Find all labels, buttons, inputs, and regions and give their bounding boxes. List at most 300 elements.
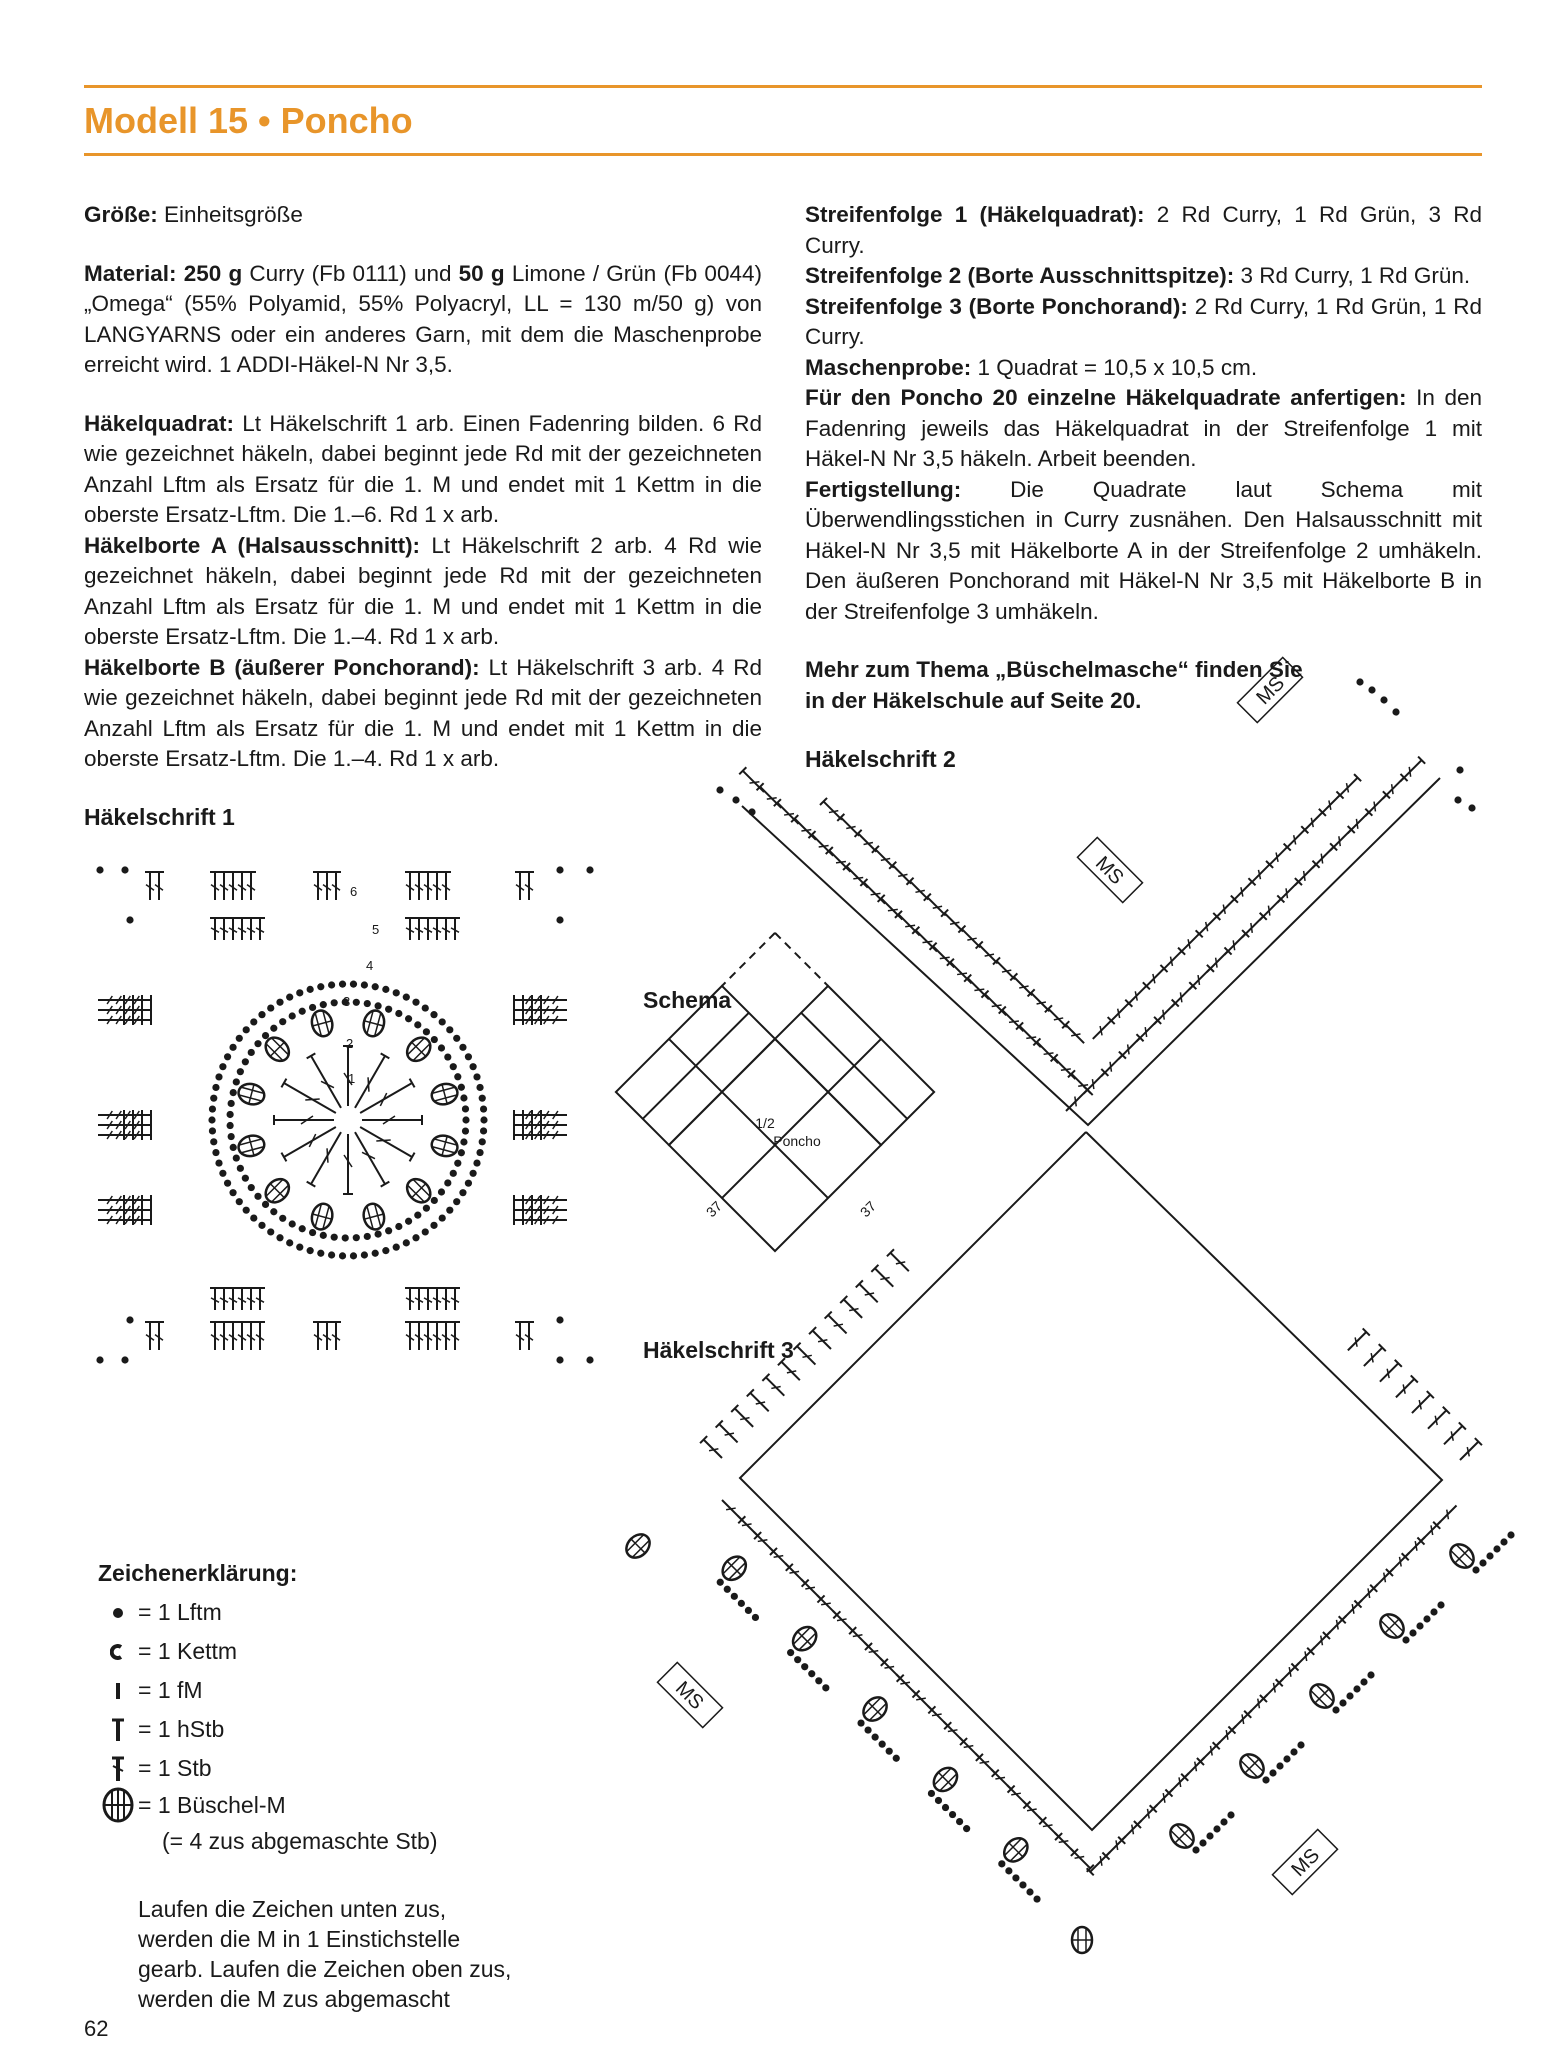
cluster-symbol [361,1201,387,1231]
chain-dot [1472,1566,1479,1573]
chain-dot [339,981,346,988]
stitch-stem [1304,812,1322,830]
chain-dot [822,1684,829,1691]
chain-dot [438,1188,445,1195]
stitch-symbol [1433,1502,1460,1529]
stitch-symbol [778,1358,803,1383]
chain-dot [243,1026,250,1033]
chain-dot [450,1063,457,1070]
chain-dot [270,1025,277,1032]
stitch-symbol [210,1322,220,1350]
chain-dot [254,1040,261,1047]
chart-3-label: Häkelschrift 3 [643,1337,794,1363]
stitch-symbol [145,1322,155,1350]
stitch-symbol [125,1130,151,1140]
chain-dot [1269,1769,1276,1776]
chain-dot [215,1159,222,1166]
gauge-label: Maschenprobe: [805,354,972,380]
cluster-bar [312,1214,331,1219]
stitch-stem [781,1362,799,1380]
chain-dot [724,1586,731,1593]
cluster-bar [249,1084,254,1103]
stitch-symbol [414,1288,424,1310]
chain-dot [382,1247,389,1254]
chain-dot [1507,1531,1514,1538]
stitch-symbol [281,1123,338,1162]
chain-dot [476,1084,483,1091]
chain-dot [210,1095,217,1102]
stitch-symbol [1336,774,1361,799]
chain-dot [267,1004,274,1011]
stitch-symbol [809,1327,834,1352]
legend-text: = 1 fM [138,1677,203,1703]
stitch-symbol [856,1280,881,1305]
legend-item [98,1671,438,1710]
chart-2-label: Häkelschrift 2 [805,746,956,772]
chain-dot [1346,1692,1353,1699]
chain-dot [317,1250,324,1257]
legend-item [98,1710,438,1749]
stitch-symbol [358,1123,415,1162]
chain-dot [801,1663,808,1670]
single-crochet-icon [98,1680,138,1702]
stitch-stem [1070,1848,1090,1868]
cluster-icon [98,1787,138,1823]
stitch-stem [875,1268,893,1286]
chain-dot [96,866,103,873]
chain-dot [1486,1552,1493,1559]
chain-dot [1019,1881,1026,1888]
cluster-bar [249,1136,254,1155]
stitch-symbol [237,872,247,900]
legend-note [138,1894,511,2014]
chain-dot [412,999,419,1006]
stitch-stem [910,881,928,899]
chain-dot [243,1207,250,1214]
chain-dot [385,1006,392,1013]
chain-dot [431,1036,438,1043]
stitch-stem [813,1331,831,1349]
chart-1-square-motif [96,866,593,1363]
stitch-symbol [228,872,238,900]
stitch-symbol [125,1110,151,1120]
chain-dot [732,796,739,803]
stitch-stem [1048,1009,1066,1027]
chain-dot [745,1607,752,1614]
chain-dot [956,1818,963,1825]
legend [98,1553,438,1861]
stitch-symbol [441,1288,451,1310]
stitch-bar [362,1148,375,1162]
stitch-stem [1437,1506,1457,1526]
finishing-label: Fertigstellung: [805,476,962,502]
chain-dot [208,1116,215,1123]
schema-dim-left: 37 [702,1197,726,1221]
chain-dot [96,1356,103,1363]
chain-dot [473,1159,480,1166]
cluster-symbol [718,1552,751,1585]
chain-dot [405,1015,412,1022]
stitch-stem [1460,1442,1478,1460]
stitch-stem [979,945,997,963]
stitch-symbol [210,918,220,940]
chain-dot [1360,1678,1367,1685]
chain-dot [454,1160,461,1167]
chart-2-stitches [716,678,1475,1114]
chain-dot [459,1189,466,1196]
stitch-stem [927,897,945,915]
border-b-text: Lt Häkelschrift 3 arb. 4 Rd wie gezeichnet häkeln, dabei beginnt jede Rd mit der gezeichneten Anzahl Lftm als Ersatz für die 1. M und endet mit 1 Kettm in die oberste Ersatz-Lftm. Die 1.–4. Rd 1 x arb. [84,654,762,771]
chain-dot [233,1154,240,1161]
legend-text: = 1 Lftm [138,1599,222,1625]
stitch-stem [1428,1410,1446,1428]
chain-dot [963,1825,970,1832]
material-text-2: Limone / Grün (Fb 0044) „Omega“ (55% Polyamid, 55% Polyacryl, LL = 130 m/50 g) von LANGYARNS oder ein anderes Garn, mit dem die Maschenprobe erreicht wird. 1 ADDI-Häkel-N Nr 3,5. [84,260,762,377]
stitch-symbol [362,1115,422,1125]
stitch-bar [321,1077,334,1091]
stitch-stem [890,1253,908,1271]
stitch-symbol [405,918,415,940]
chart-3-ms-label-left: MS [670,1677,708,1715]
stitch-symbol [1440,1422,1465,1447]
chain-dot [459,1044,466,1051]
cluster-symbol [622,1530,655,1563]
more-info-line-1: Mehr zum Thema „Büschelmasche“ finden Sie [805,657,1303,682]
chain-dot [121,866,128,873]
stitch-symbol [125,1215,151,1225]
cluster-symbol [788,1622,821,1655]
chain-dot [279,1018,286,1025]
chain-dot [431,1197,438,1204]
chart-2-ms-marker-top [1237,657,1302,722]
chain-dot [473,1073,480,1080]
chain-dot [212,1149,219,1156]
stitch-symbol [281,1079,338,1118]
stitch-stem [1031,993,1049,1011]
chain-dot [1456,766,1463,773]
stitch-symbol [423,1322,433,1350]
chain-dot [935,1797,942,1804]
stitch-bar [305,1134,319,1147]
chain-dot [1199,1839,1206,1846]
legend-item [98,1749,438,1788]
stitch-stem [1380,1363,1398,1381]
stitch-stem [1014,977,1032,995]
chain-dot [450,1170,457,1177]
chain-dot [405,1218,412,1225]
chain-dot [794,1656,801,1663]
stitch-symbol [423,918,433,940]
chain-dot [1416,1622,1423,1629]
stitch-symbol [246,1288,256,1310]
chain-dot [299,1008,306,1015]
chain-dot [331,999,338,1006]
stitch-stem [1364,1348,1382,1366]
chain-dot [279,1215,286,1222]
chain-dot [227,1122,234,1129]
page-title: Modell 15 • Poncho [84,100,413,141]
chain-dot [350,981,357,988]
stitch-symbol [432,1288,442,1310]
stitch-stem [704,1440,722,1458]
chain-dot [403,994,410,1001]
chain-dot [460,1094,467,1101]
chain-dot [1493,1545,1500,1552]
chain-dot [465,1053,472,1060]
chain-dot [229,1189,236,1196]
chart-3-ms-marker-left [657,1662,722,1727]
chart-1-outer-stitches [96,866,593,1363]
chain-dot [227,1111,234,1118]
cluster-symbol [309,1201,335,1231]
square-text: Lt Häkelschrift 1 arb. Einen Fadenring bilden. 6 Rd wie gezeichnet häkeln, dabei beginnt jede Rd mit der gezeichneten Anzahl Lftm als Ersatz für die 1. M und endet mit 1 Kettm in die oberste Ersatz-Lftm. Die 1.–6. Rd 1 x arb. [84,410,762,527]
stitch-symbol [1408,1391,1433,1416]
stitch-stem [858,833,876,851]
chart-3-ms-label-right: MS [1287,1844,1325,1882]
chain-dot [230,1089,237,1096]
chain-dot [928,1790,935,1797]
stitch-bar [376,1093,390,1106]
chart-3-outer-border [622,1132,1515,1953]
chain-dot [236,1035,243,1042]
chain-dot [250,1214,257,1221]
chain-dot [1380,696,1387,703]
stitch-stem [1396,1379,1414,1397]
chain-dot [209,1127,216,1134]
chain-dot [430,1222,437,1229]
chain-dot [224,1180,231,1187]
cluster-symbol [402,1174,435,1207]
chain-dot [462,1127,469,1134]
stitch-symbol [871,1265,896,1290]
stitch-symbol [840,1296,865,1321]
stripe-2-label: Streifenfolge 2 (Borte Ausschnittspitze): [805,263,1235,288]
chain-dot [556,1316,563,1323]
cluster-symbol [1166,1820,1199,1853]
more-info-line-2: in der Häkelschule auf Seite 20. [805,687,1142,713]
chart-2-neckline-border [716,678,1475,1125]
chain-dot [254,1193,261,1200]
chain-dot [237,1068,244,1075]
chain-dot [556,866,563,873]
stitch-bar [362,1077,375,1091]
chain-dot [242,1058,249,1065]
stitch-symbol [1397,757,1425,785]
stripe-2-text: 3 Rd Curry, 1 Rd Grün. [1234,263,1471,288]
slip-stitch-icon [98,1644,138,1660]
stitch-symbol [228,1322,238,1350]
cluster-bar [364,1021,383,1026]
cluster-symbol [309,1008,335,1038]
stitch-stem [945,913,963,931]
stitch-stem [1198,916,1216,934]
stitch-symbol [331,872,341,900]
chain-dot [412,1234,419,1241]
stitch-symbol [237,918,247,940]
chain-dot [1213,1825,1220,1832]
chain-dot [439,1018,446,1025]
chain-dot [212,1084,219,1091]
chain-dot [422,1228,429,1235]
chain-dot [270,1208,277,1215]
chain-dot [328,981,335,988]
stitch-stem [1110,1003,1128,1021]
chain-dot [395,1223,402,1230]
border-a-text: Lt Häkelschrift 2 arb. 4 Rd wie gezeichnet häkeln, dabei beginnt jede Rd mit der gezeichneten Anzahl Lftm als Ersatz für die 1. M und endet mit 1 Kettm in die oberste Ersatz-Lftm. Die 1.–4. Rd 1 x arb. [84,532,762,649]
chain-dot [403,1239,410,1246]
stitch-symbol [1376,1360,1401,1385]
stitch-symbol [515,1322,525,1350]
chain-dot [556,1356,563,1363]
stitch-stem [360,1083,412,1113]
chain-dot [395,1010,402,1017]
chain-dot [1368,686,1375,693]
chain-dot [1026,1888,1033,1895]
cluster-symbol [1446,1540,1479,1573]
stitch-symbol [1392,1375,1417,1400]
chain-dot [309,1229,316,1236]
stitch-symbol [414,872,424,900]
stitch-stem [1234,882,1252,900]
schema-neckline-dashed [775,933,828,986]
stitch-stem [735,1408,753,1426]
chart-3-stitches [700,1249,1482,1875]
chain-dot [470,1063,477,1070]
stitch-symbol [246,1322,256,1350]
stitch-bar [321,1148,334,1162]
chain-dot [1479,1559,1486,1566]
finishing-text: Die Quadrate laut Schema mit Überwendlingsstichen in Curry zusnähen. Den Halsausschnitt mit Häkel-N Nr 3,5 mit Häkelborte A in der Streifenfolge 2 umhäkeln. Den äußeren Ponchorand mit Häkel-N Nr 3,5 mit Häkelborte B in der Streifenfolge 3 umhäkeln. [805,476,1482,624]
chain-dot [1206,1832,1213,1839]
stitch-bar [305,1093,319,1106]
chain-dot [444,1053,451,1060]
chain-dot [886,1748,893,1755]
stitch-stem [1348,1332,1366,1350]
chain-dot [462,1116,469,1123]
chain-dot [219,1170,226,1177]
chain-dot [353,1234,360,1241]
stitch-stem [1444,1426,1462,1444]
stitch-symbol [825,1312,850,1337]
legend-item [98,1632,438,1671]
chain-dot [942,1804,949,1811]
stitch-symbol [432,872,442,900]
stitch-stem [284,1127,336,1157]
chain-dot [480,1116,487,1123]
size-text: Einheitsgröße [157,202,303,227]
stitch-stem [1071,1074,1092,1095]
chain-dot [893,1755,900,1762]
chain-dot [439,1214,446,1221]
stitch-symbol [125,1015,151,1025]
chain-dot [453,1198,460,1205]
stitch-bar [376,1134,390,1147]
stitch-symbol [255,1288,265,1310]
chain-dot [1423,1615,1430,1622]
make-squares-text: In den Fadenring jeweils das Häkelquadrat in der Streifenfolge 1 mit Häkel-N Nr 3,5 häkeln. Arbeit beenden. [805,385,1482,471]
legend-note-line: werden die M in 1 Einstichstelle [138,1926,461,1952]
chain-dot [286,994,293,1001]
chain-dot [364,1233,371,1240]
stitch-symbol [237,1322,247,1350]
chart-1-row-6: 6 [350,884,358,899]
stitch-symbol [716,1421,741,1446]
stitch-symbol [125,1205,151,1215]
chain-dot [444,1179,451,1186]
chain-dot [342,1234,349,1241]
chain-dot [446,1207,453,1214]
chain-dot [1297,1741,1304,1748]
cluster-bar [364,1214,383,1219]
chain-dot [879,1741,886,1748]
chain-dot [1353,1685,1360,1692]
chain-dot [460,1138,467,1145]
legend-note-line: Laufen die Zeichen unten zus, [138,1896,447,1922]
chain-dot [586,1356,593,1363]
chain-dot [320,1001,327,1008]
size-label: Größe: [84,202,158,227]
chain-dot [230,1144,237,1151]
chain-dot [1454,796,1461,803]
stitch-symbol [432,1322,442,1350]
chain-dot [121,1356,128,1363]
chain-dot [857,1719,864,1726]
cluster-bar [442,1136,447,1155]
stitch-symbol [246,872,256,900]
cluster-symbol [429,1133,459,1159]
stitch-symbol [762,1374,787,1399]
stitch-symbol [731,1405,756,1430]
gauge-text: 1 Quadrat = 10,5 x 10,5 cm. [971,354,1258,380]
chain-dot [1402,1636,1409,1643]
legend-note-line: gearb. Laufen die Zeichen oben zus, [138,1956,512,1982]
chain-dot [717,1579,724,1586]
chain-dot [949,1811,956,1818]
cluster-symbol [929,1763,962,1796]
cluster-symbol [402,1033,435,1066]
stitch-stem [1181,934,1199,952]
chain-dot [237,1165,244,1172]
chain-dot [372,1250,379,1257]
chain-dot [787,1649,794,1656]
chain-dot [458,1149,465,1156]
chain-dot [242,1175,249,1182]
stitch-stem [1286,830,1304,848]
stitch-symbol [228,1288,238,1310]
material-label: Material: [84,260,177,286]
stitch-symbol [343,1134,353,1194]
stitch-symbol [450,1322,460,1350]
cluster-symbol [236,1133,266,1159]
stitch-stem [1412,1395,1430,1413]
chain-dot [320,1232,327,1239]
stitch-symbol [145,872,155,900]
legend-item [98,1788,438,1822]
material-amount-2: 50 g [458,260,505,286]
legend-text: = 1 Stb [138,1755,212,1781]
chain-dot [393,1244,400,1251]
stitch-symbol [450,918,460,940]
chain-dot [479,1138,486,1145]
chain-dot [219,1063,226,1070]
chain-dot [1409,1629,1416,1636]
schema-label: Schema [643,987,732,1013]
stitch-stem [844,1299,862,1317]
cluster-symbol [361,1008,387,1038]
chain-dot [296,1244,303,1251]
page-number: 62 [84,2016,109,2041]
stitch-stem [828,1315,846,1333]
